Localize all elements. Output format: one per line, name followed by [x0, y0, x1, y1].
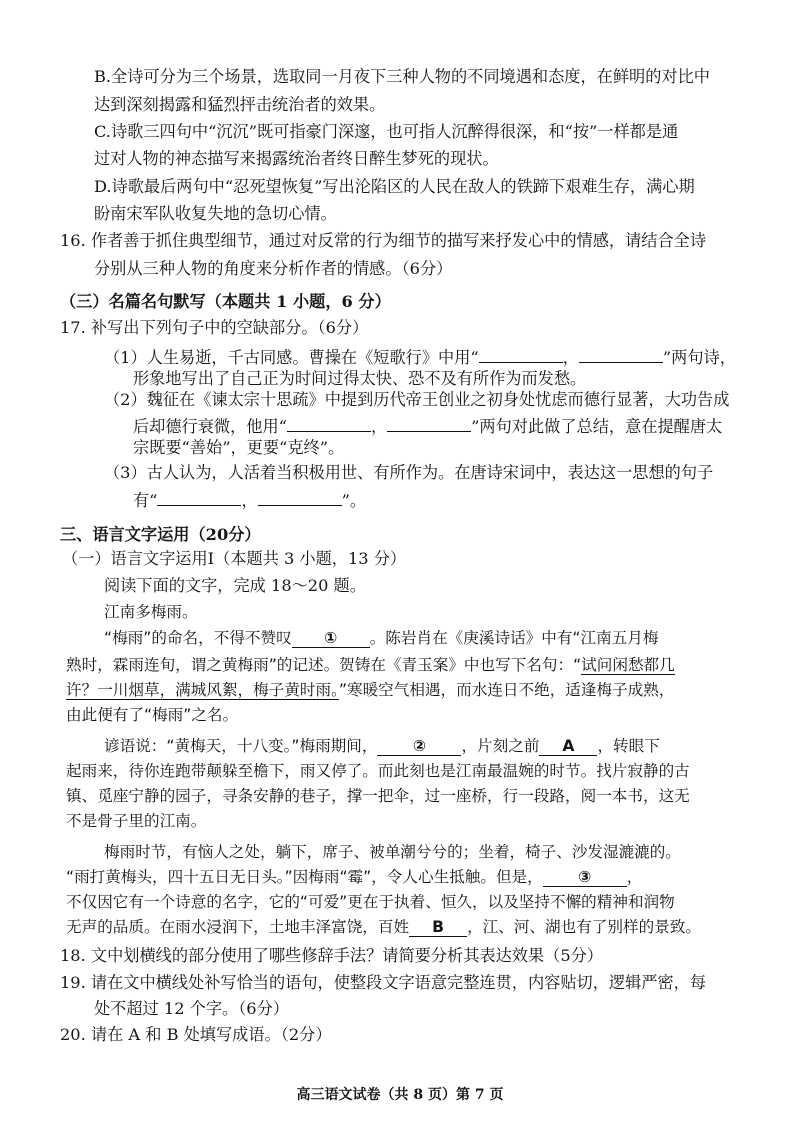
q15-option-d-line2: 盼南宋军队收复失地的急切心情。 [94, 204, 337, 223]
q17-item3-line2 [133, 487, 366, 512]
underlined-text: 许？一川烟草，满城风絮，梅子黄时雨。 [66, 681, 339, 699]
passage-text: “梅雨”的命名，不得不赞叹 [104, 629, 292, 647]
q17-item3-text-a: 有“ [133, 491, 158, 510]
comma: ， [241, 491, 258, 510]
passage-title: 江南多梅雨。 [104, 603, 198, 621]
passage-text: 谚语说：“黄梅天，十八变。”梅雨期间， [104, 737, 378, 755]
q17-item1-text-b: ”两句诗， [662, 348, 736, 367]
passage-text: ，江、河、湖也有了别样的景致。 [467, 918, 701, 936]
q18: 18. 文中划横线的部分使用了哪些修辞手法？请简要分析其表达效果（5分） [60, 946, 603, 965]
underlined-text: 试问闲愁都几 [581, 656, 675, 674]
blank-2-number: ② [412, 737, 427, 755]
passage-p1-line2 [66, 654, 675, 676]
q19-line1: 19. 请在文中横线处补写恰当的语句，使整段文字语意完整连贯，内容贴切，逻辑严密，每 [60, 973, 707, 992]
passage-text: ，转眼下 [597, 737, 660, 755]
q17-item2-line1: （2）魏征在《谏太宗十思疏》中提到历代帝王创业之初身处忧虑而德行显著，大功告成 [104, 390, 730, 409]
passage-text: ， [626, 868, 643, 886]
passage-p2-line3: 镇、觅座宁静的园子，寻条安静的巷子，撑一把伞，过一座桥，行一段路，阅一本书，这无 [66, 787, 690, 805]
reading-instruction: 阅读下面的文字，完成 18～20 题。 [104, 576, 366, 595]
q15-option-d-line1: D.诗歌最后两句中“忍死望恢复”写出沦陷区的人民在敌人的铁蹄下艰难生存，满心期 [94, 177, 695, 196]
passage-p3-line2 [66, 866, 642, 888]
q15-option-b-line2: 达到深刻揭露和猛烈抨击统治者的效果。 [94, 95, 386, 114]
q17-item1-line1 [104, 344, 736, 369]
blank-b[interactable] [409, 918, 467, 937]
page-footer: 高三语文试卷（共 8 页）第 7 页 [296, 1087, 504, 1103]
passage-p1-line3 [66, 679, 674, 701]
q17-item1-line2: 形象地写出了自己正为时间过得太快、恐不及有所作为而发愁。 [133, 369, 587, 388]
passage-p2-line2: 起雨来，待你连跑带颠躲至檐下，雨又停了。而此刻也是江南最温婉的时节。找片寂静的古 [66, 762, 690, 780]
sub-section-1-heading: （一）语言文字运用Ⅰ（本题共 3 小题，13 分） [62, 549, 407, 568]
answer-blank[interactable] [579, 344, 663, 363]
blank-3[interactable] [543, 868, 627, 887]
passage-text: “雨打黄梅头，四十五日无日头。”因梅雨“霉”，令人心生抵触。但是， [66, 868, 543, 886]
q16-line1: 16. 作者善于抓住典型细节，通过对反常的行为细节的描写来抒发心中的情感，请结合全诗 [60, 231, 707, 250]
answer-blank[interactable] [387, 413, 471, 432]
passage-p2-line1 [104, 735, 660, 757]
q17-item2-line3: 宗既要“善始”，更要“克终”。 [133, 438, 345, 457]
q17-item1-text-a: （1）人生易逝，千古同感。曹操在《短歌行》中用“ [104, 348, 479, 367]
q17-item2-text-b: ”两句对此做了总结，意在提醒唐太 [471, 417, 723, 436]
passage-text: ，片刻之前 [461, 737, 540, 755]
blank-a-letter: A [562, 737, 575, 755]
blank-2[interactable] [377, 737, 461, 756]
comma: ， [562, 348, 579, 367]
passage-p1-line4: 由此便有了“梅雨”之名。 [66, 706, 239, 724]
comma: ， [370, 417, 388, 436]
passage-text: 无声的品质。在雨水浸润下，土地丰泽富饶，百姓 [66, 918, 410, 936]
blank-1[interactable] [292, 629, 370, 648]
q15-option-c-line2: 过对人物的神态描写来揭露统治者终日醉生梦死的现状。 [94, 149, 499, 168]
q16-line2: 分别从三种人物的角度来分析作者的情感。（6分） [94, 259, 453, 278]
passage-p1-line1 [104, 627, 658, 649]
blank-a[interactable] [539, 737, 597, 756]
section-3-heading: （三）名篇名句默写（本题共 1 小题，6 分） [60, 292, 391, 311]
q17-item3-line1: （3）古人认为，人活着当积极用世、有所作为。在唐诗宋词中，表达这一思想的句子 [104, 463, 714, 482]
answer-blank[interactable] [157, 487, 241, 506]
blank-b-letter: B [432, 918, 445, 936]
passage-p2-line4: 不是骨子里的江南。 [66, 812, 207, 830]
q15-option-b-line1: B.全诗可分为三个场景，选取同一月夜下三种人物的不同境遇和态度，在鲜明的对比中 [94, 67, 710, 86]
answer-blank[interactable] [258, 487, 342, 506]
part-3-heading: 三、语言文字运用（20分） [60, 525, 261, 544]
q17-item3-text-b: ”。 [341, 491, 367, 510]
answer-blank[interactable] [479, 344, 563, 363]
q19-line2: 处不超过 12 个字。（6分） [94, 999, 289, 1018]
passage-p3-line1: 梅雨时节，有恼人之处，躺下，席子、被单潮兮兮的；坐着，椅子、沙发湿漉漉的。 [104, 843, 681, 861]
blank-3-number: ③ [578, 868, 592, 886]
passage-text: ”寒暖空气相遇，而水连日不绝，适逢梅子成熟， [338, 681, 675, 699]
passage-text: 。陈岩肖在《庚溪诗话》中有“江南五月梅 [369, 629, 659, 647]
passage-p3-line3: 不仅因它有一个诗意的名字，它的“可爱”更在于执着、恒久，以及坚持不懈的精神和润物 [66, 893, 675, 911]
passage-text: 熟时，霖雨连旬，谓之黄梅雨”的记述。贺铸在《青玉案》中也写下名句：“ [66, 656, 582, 674]
passage-p3-line4 [66, 916, 701, 938]
answer-blank[interactable] [287, 413, 371, 432]
q17-item2-text-a: 后却德行衰微，他用“ [133, 417, 287, 436]
blank-1-number: ① [324, 629, 338, 647]
q15-option-c-line1: C.诗歌三四句中“沉沉”既可指豪门深邃，也可指人沉醉得很深，和“按”一样都是通 [94, 122, 679, 141]
q20: 20. 请在 A 和 B 处填写成语。（2分） [60, 1025, 332, 1044]
q17-item2-line2 [133, 413, 722, 438]
q17-stem: 17. 补写出下列句子中的空缺部分。（6分） [60, 318, 369, 337]
